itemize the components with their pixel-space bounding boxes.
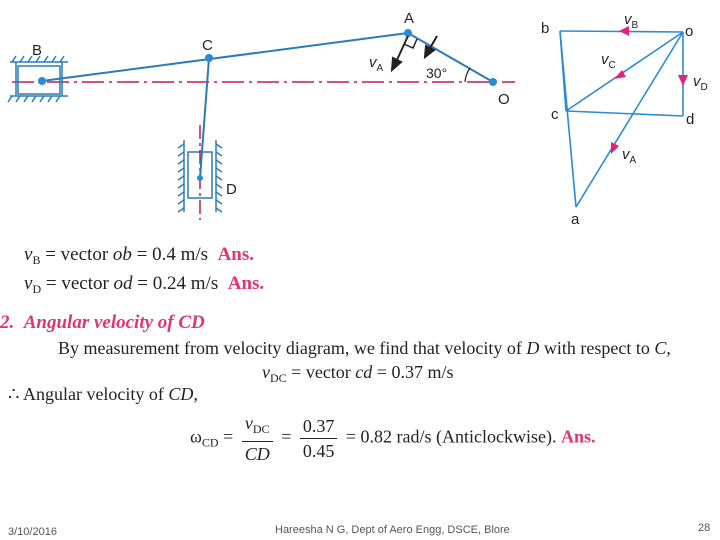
arrow-vd-icon (678, 75, 688, 86)
omega-equation: $\omega_{CD}$ = $\frac{v_{DC}}{CD}$ = $\frac{0.37}{0.45}$ = 0.82 rad/s (Anticlockwise). Ans. (190, 413, 596, 464)
label-a: A (404, 10, 415, 27)
point-d: d (686, 111, 695, 128)
page-number: 28 (698, 522, 711, 534)
label-vd: $v_D$ (693, 73, 708, 93)
velocity-diagram (530, 0, 720, 235)
result-vb: $v_B$ = vector ob = 0.4 m/s Ans. (24, 244, 254, 267)
therefore-line: ∴ Angular velocity of CD, (8, 384, 198, 404)
label-vc: $v_C$ (601, 51, 616, 71)
point-a: a (571, 211, 580, 228)
section-heading: 2. Angular velocity of CD (0, 312, 205, 333)
mechanism-diagram (0, 0, 530, 225)
point-c: c (551, 106, 559, 123)
ans-label: Ans. (560, 426, 596, 447)
va-arrow-icon (392, 36, 408, 70)
section-line-1: By measurement from velocity diagram, we find that velocity of D with respect to C, (58, 338, 671, 358)
vector-oc (566, 32, 683, 111)
angle-label: 30° (426, 65, 448, 81)
angle-arc (465, 68, 470, 82)
rotation-arrow-icon (425, 36, 437, 57)
label-c: C (202, 37, 213, 54)
line-ba (560, 31, 576, 207)
vector-arrowheads (611, 26, 688, 154)
result-vd: $v_D$ = vector od = 0.24 m/s Ans. (24, 273, 265, 296)
link-ba (42, 33, 408, 81)
ans-label: Ans. (217, 244, 254, 265)
fraction-vdc-cd: $\frac{v_{DC}}{CD}$ (242, 412, 273, 465)
label-va: $v_A$ (622, 146, 637, 166)
va-label: $v_A$ (369, 54, 384, 74)
ans-label: Ans. (227, 273, 265, 294)
link-ao (408, 33, 493, 82)
line-cd (566, 111, 683, 116)
footer-date: 3/10/2016 (8, 526, 57, 538)
label-d: D (226, 181, 237, 198)
link-cd (200, 58, 209, 178)
label-vb: $v_B$ (624, 11, 639, 31)
footer-author: Hareesha N G, Dept of Aero Engg, DSCE, Blore (275, 524, 510, 536)
point-o: o (685, 23, 694, 40)
fraction-values: $\frac{0.37}{0.45}$ (300, 415, 338, 462)
vector-oa (576, 32, 683, 207)
label-o: O (498, 91, 510, 108)
vdc-equation: $v_{DC}$ = vector cd = 0.37 m/s (262, 362, 454, 385)
label-b: B (32, 42, 43, 59)
point-b: b (541, 20, 550, 37)
